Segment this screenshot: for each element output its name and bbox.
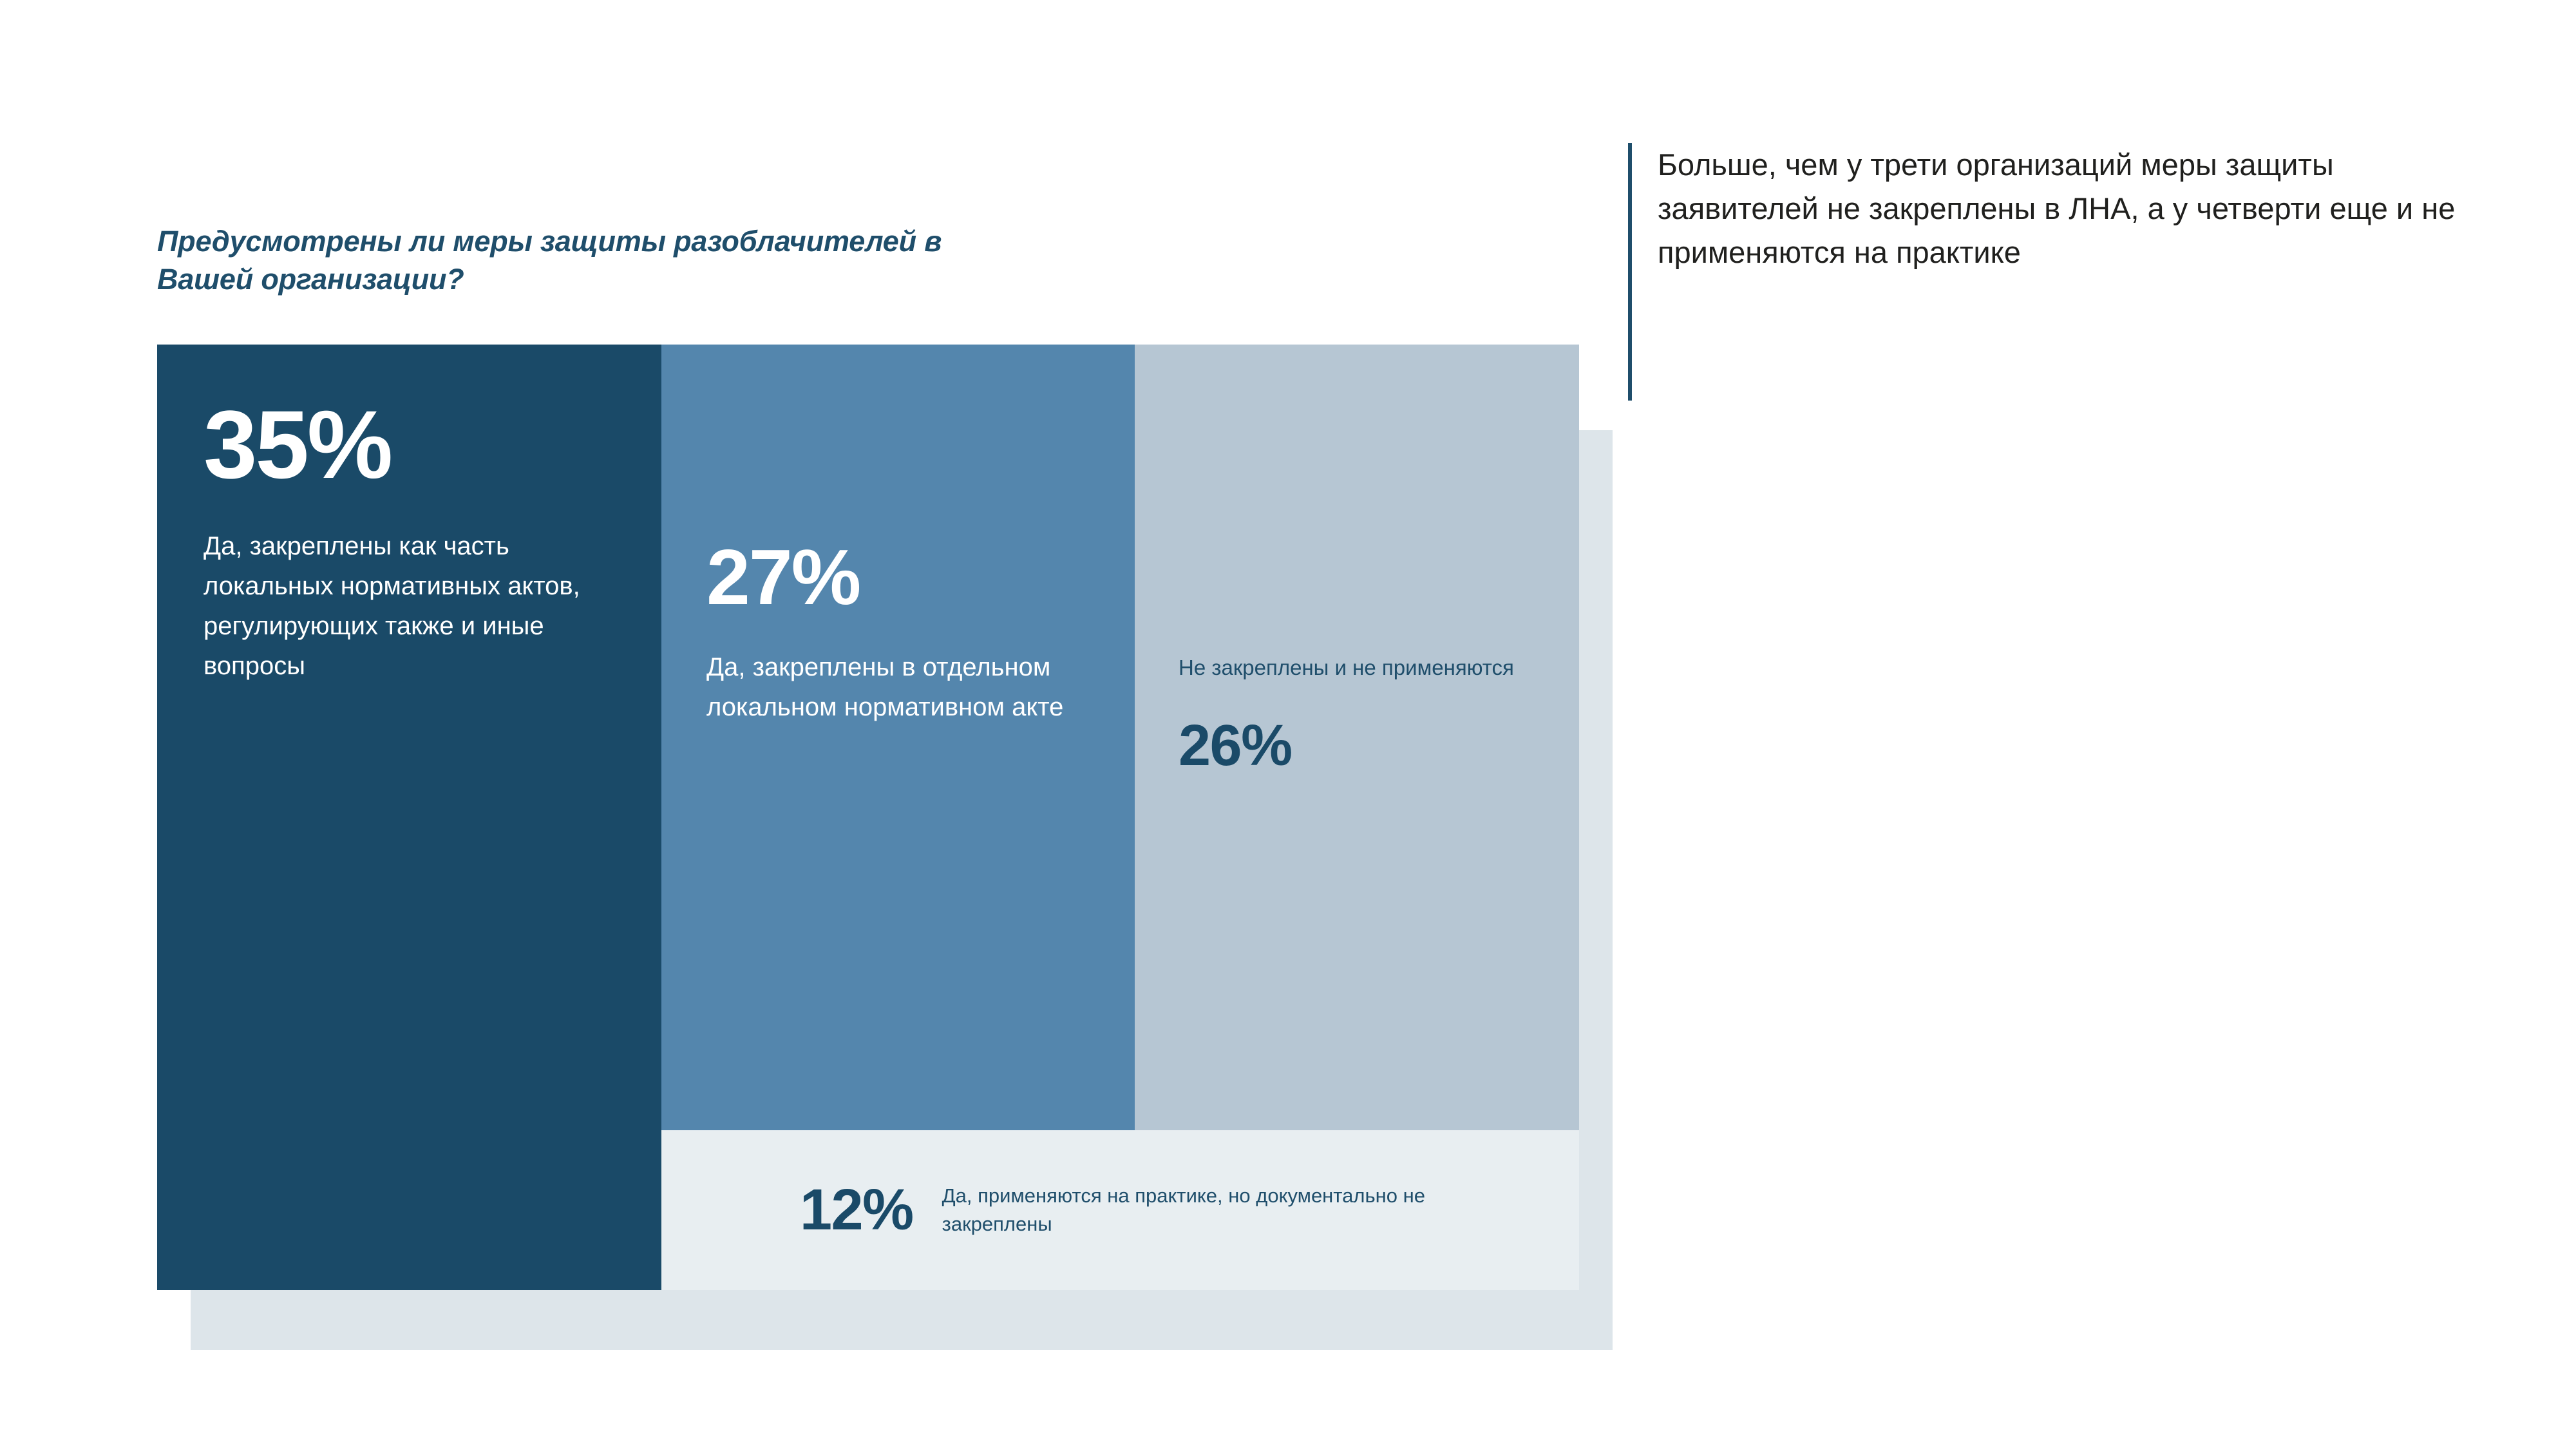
segment-4-value: 12% (800, 1178, 913, 1242)
chart-segment-1[interactable] (157, 345, 661, 1290)
segment-2-value: 27% (706, 533, 860, 621)
chart-segment-2[interactable] (661, 345, 1135, 1130)
callout-accent-bar (1628, 143, 1632, 401)
segment-3-value: 26% (1179, 713, 1292, 778)
callout (1628, 143, 2488, 401)
segment-1-value: 35% (204, 390, 392, 498)
segment-2-label: Да, закреплены в отдельном локальном нормативном акте (706, 653, 1064, 721)
stacked-chart (157, 345, 1579, 1290)
chart-segment-3[interactable] (1135, 345, 1579, 1130)
segment-1-label: Да, закреплены как часть локальных нормативных актов, регулирующих также и иные вопросы (204, 532, 580, 680)
segment-3-label: Не закреплены и не применяются (1179, 656, 1514, 679)
callout-text: Больше, чем у трети организаций меры защиты заявителей не закреплены в ЛНА, а у четверти еще и не применяются на практике (1658, 147, 2456, 270)
segment-4-label: Да, применяются на практике, но документально не закреплены (942, 1184, 1425, 1235)
chart-question-title: Предусмотрены ли меры защиты разоблачителей в Вашей организации? (157, 225, 942, 296)
chart-segment-4[interactable] (661, 1130, 1579, 1290)
